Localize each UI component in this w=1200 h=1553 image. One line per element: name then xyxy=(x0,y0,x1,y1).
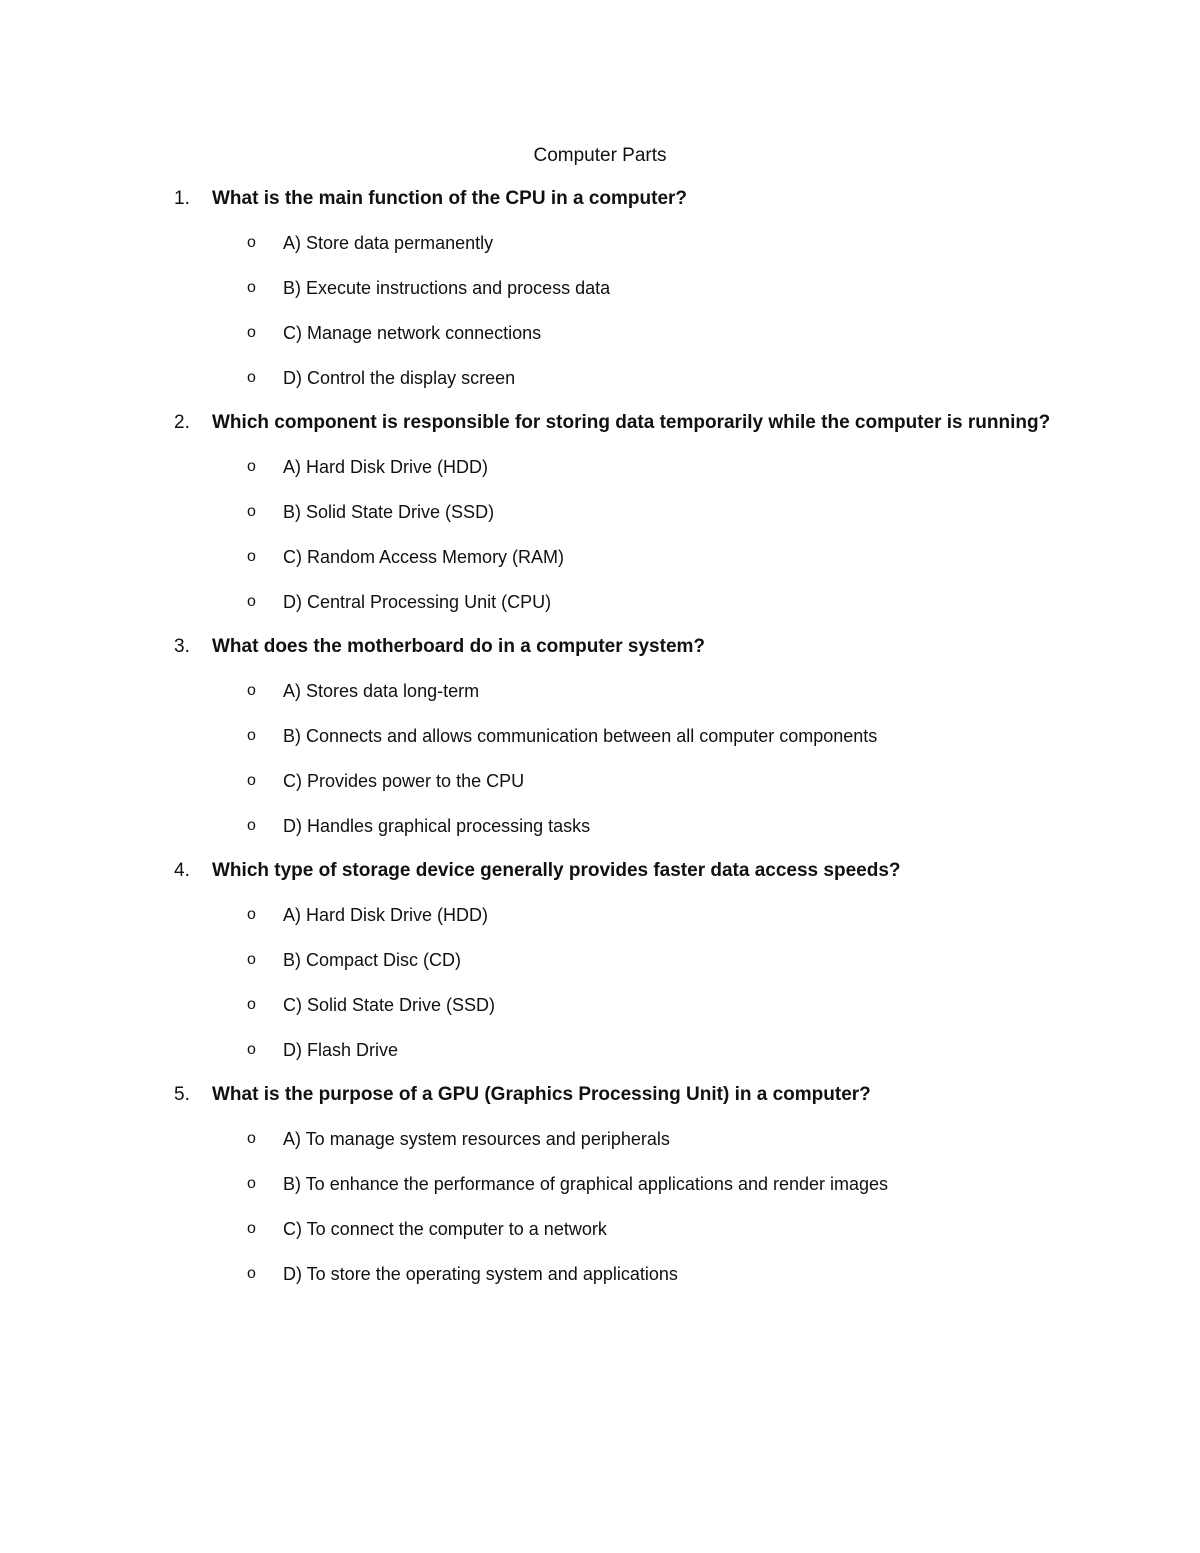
question-text: What does the motherboard do in a computer system? xyxy=(212,636,706,657)
question-heading xyxy=(0,635,1200,659)
answer-option xyxy=(0,590,1200,614)
answer-option xyxy=(0,948,1200,972)
bullet-icon: o xyxy=(247,1265,256,1282)
answer-option xyxy=(0,1127,1200,1151)
answer-option xyxy=(0,366,1200,390)
answer-option xyxy=(0,455,1200,479)
answer-option xyxy=(0,276,1200,300)
question-heading xyxy=(0,1083,1200,1107)
bullet-icon: o xyxy=(247,458,256,475)
answer-option xyxy=(0,321,1200,345)
question-text: What is the purpose of a GPU (Graphics Processing Unit) in a computer? xyxy=(212,1084,871,1105)
answer-option xyxy=(0,903,1200,927)
option-text: D) Control the display screen xyxy=(283,368,516,388)
bullet-icon: o xyxy=(247,279,256,296)
question-number: 5. xyxy=(174,1084,190,1105)
question-number: 4. xyxy=(174,860,190,881)
question-number: 1. xyxy=(174,188,190,209)
option-text: C) Solid State Drive (SSD) xyxy=(283,995,496,1015)
option-text: B) Solid State Drive (SSD) xyxy=(283,502,495,522)
bullet-icon: o xyxy=(247,324,256,341)
answer-option xyxy=(0,814,1200,838)
question-5 xyxy=(0,1083,1200,1286)
question-2 xyxy=(0,411,1200,614)
answer-option xyxy=(0,1172,1200,1196)
answer-option xyxy=(0,1262,1200,1286)
option-text: A) To manage system resources and peripherals xyxy=(283,1129,670,1149)
option-text: A) Hard Disk Drive (HDD) xyxy=(283,905,489,925)
question-heading xyxy=(0,187,1200,211)
option-text: D) To store the operating system and applications xyxy=(283,1264,678,1284)
question-number: 3. xyxy=(174,636,190,657)
answer-option xyxy=(0,1038,1200,1062)
answer-option xyxy=(0,724,1200,748)
question-list xyxy=(0,187,1200,1307)
option-text: C) Random Access Memory (RAM) xyxy=(283,547,565,567)
bullet-icon: o xyxy=(247,503,256,520)
bullet-icon: o xyxy=(247,996,256,1013)
answer-option xyxy=(0,500,1200,524)
option-text: D) Central Processing Unit (CPU) xyxy=(283,592,552,612)
question-heading xyxy=(0,411,1200,435)
question-text: Which component is responsible for storing data temporarily while the computer is running? xyxy=(212,412,1051,433)
option-text: B) Compact Disc (CD) xyxy=(283,950,462,970)
option-text: C) To connect the computer to a network xyxy=(283,1219,607,1239)
option-text: A) Stores data long-term xyxy=(283,681,480,701)
bullet-icon: o xyxy=(247,1220,256,1237)
answer-option xyxy=(0,545,1200,569)
option-text: A) Hard Disk Drive (HDD) xyxy=(283,457,489,477)
bullet-icon: o xyxy=(247,548,256,565)
bullet-icon: o xyxy=(247,1130,256,1147)
option-text: B) To enhance the performance of graphical applications and render images xyxy=(283,1174,889,1194)
answer-option xyxy=(0,231,1200,255)
question-text: Which type of storage device generally provides faster data access speeds? xyxy=(212,860,901,881)
question-number: 2. xyxy=(174,412,190,433)
question-4 xyxy=(0,859,1200,1062)
option-text: B) Connects and allows communication between all computer components xyxy=(283,726,878,746)
bullet-icon: o xyxy=(247,906,256,923)
option-text: C) Manage network connections xyxy=(283,323,542,343)
bullet-icon: o xyxy=(247,369,256,386)
document-title: Computer Parts xyxy=(533,145,667,166)
answer-option xyxy=(0,769,1200,793)
option-text: D) Handles graphical processing tasks xyxy=(283,816,591,836)
option-text: B) Execute instructions and process data xyxy=(283,278,611,298)
bullet-icon: o xyxy=(247,951,256,968)
bullet-icon: o xyxy=(247,772,256,789)
bullet-icon: o xyxy=(247,817,256,834)
option-text: C) Provides power to the CPU xyxy=(283,771,525,791)
answer-option xyxy=(0,1217,1200,1241)
bullet-icon: o xyxy=(247,234,256,251)
question-text: What is the main function of the CPU in a computer? xyxy=(212,188,688,209)
option-text: A) Store data permanently xyxy=(283,233,494,253)
bullet-icon: o xyxy=(247,727,256,744)
answer-option xyxy=(0,993,1200,1017)
bullet-icon: o xyxy=(247,1041,256,1058)
question-1 xyxy=(0,187,1200,390)
option-text: D) Flash Drive xyxy=(283,1040,399,1060)
answer-option xyxy=(0,679,1200,703)
bullet-icon: o xyxy=(247,593,256,610)
question-heading xyxy=(0,859,1200,883)
question-3 xyxy=(0,635,1200,838)
bullet-icon: o xyxy=(247,682,256,699)
bullet-icon: o xyxy=(247,1175,256,1192)
